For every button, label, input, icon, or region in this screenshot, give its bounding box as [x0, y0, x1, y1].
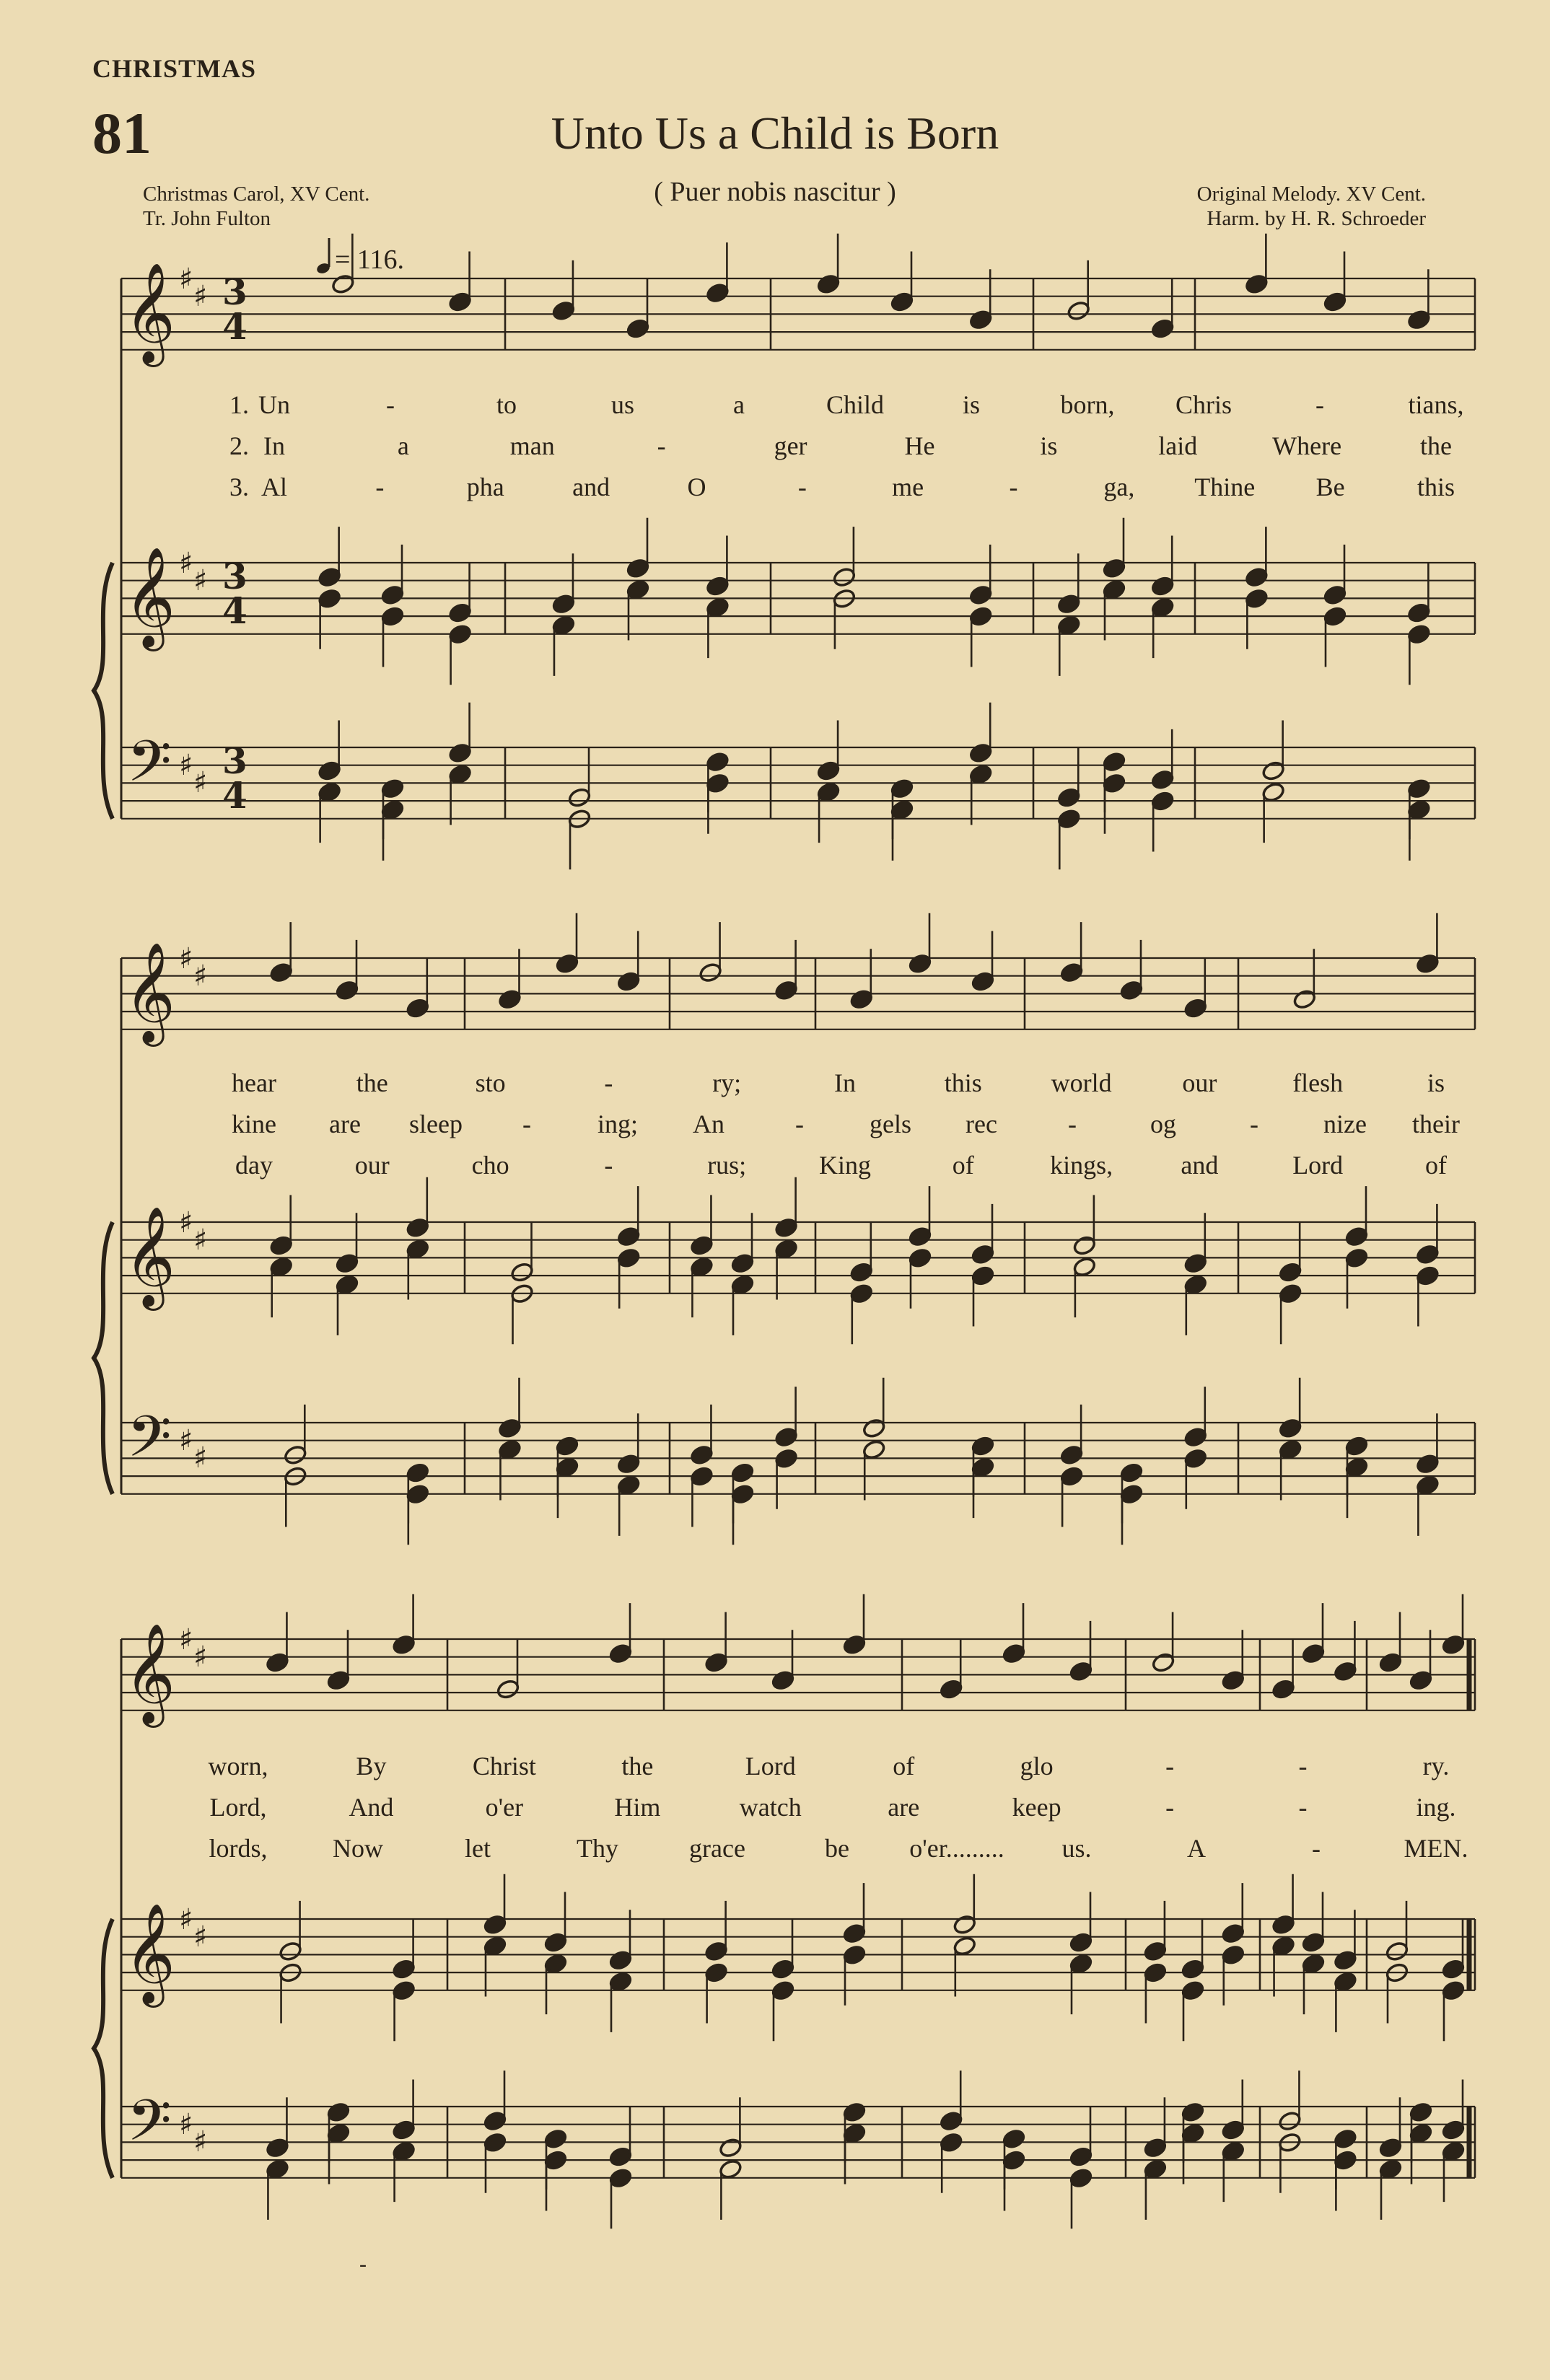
lyric-syllable: In	[263, 431, 285, 460]
section-label: CHRISTMAS	[92, 54, 257, 83]
lyric-syllable: -	[1165, 1793, 1175, 1822]
lyric-syllable: gels	[870, 1110, 911, 1138]
lyric-syllable: Now	[333, 1834, 383, 1863]
brace-icon	[94, 1919, 113, 2178]
lyric-syllable: us.	[1061, 1834, 1092, 1863]
sharp-icon: ♯	[179, 1903, 193, 1936]
brace-icon	[94, 1222, 113, 1494]
lyric-syllable: -	[797, 473, 807, 501]
lyric-syllable: sto	[475, 1068, 506, 1097]
lyric-syllable: Where	[1272, 431, 1342, 460]
sharp-icon: ♯	[193, 280, 208, 313]
lyric-syllable: Chris	[1175, 390, 1232, 419]
time-signature-top: 3	[222, 271, 248, 313]
lyric-syllable: -	[795, 1110, 804, 1138]
sharp-icon: ♯	[193, 1224, 208, 1257]
lyric-syllable: -	[522, 1110, 531, 1138]
lyric-syllable: born,	[1060, 390, 1115, 419]
lyric-syllable: cho	[471, 1151, 509, 1180]
tempo-value: = 116.	[335, 245, 405, 275]
lyric-syllable: and	[572, 473, 610, 501]
lyric-syllable: And	[349, 1793, 394, 1822]
lyric-syllable: of	[893, 1752, 915, 1780]
lyric-syllable: the	[621, 1752, 654, 1780]
time-signature-top: 3	[222, 739, 248, 782]
lyric-syllable: -	[1068, 1110, 1077, 1138]
bass-clef-icon: 𝄢	[127, 728, 172, 809]
lyric-syllable: Thy	[577, 1834, 618, 1863]
lyric-syllable: o'er	[485, 1793, 524, 1822]
lyric-syllable: Be	[1315, 473, 1345, 501]
lyric-syllable: A	[1187, 1834, 1206, 1863]
lyric-syllable: rec	[966, 1110, 997, 1138]
sharp-icon: ♯	[179, 749, 193, 782]
lyric-syllable: Him	[614, 1793, 661, 1822]
sharp-icon: ♯	[193, 564, 208, 597]
lyric-syllable: og	[1150, 1110, 1176, 1138]
stray-mark: -	[359, 2252, 367, 2276]
lyric-syllable: -	[386, 390, 395, 419]
verse-number: 2.	[229, 431, 249, 460]
lyric-syllable: O	[687, 473, 706, 501]
lyric-syllable: In	[834, 1068, 856, 1097]
lyric-syllable: By	[356, 1752, 387, 1780]
lyric-syllable: ry;	[712, 1068, 742, 1097]
lyric-syllable: kine	[232, 1110, 276, 1138]
lyric-syllable: our	[1182, 1068, 1217, 1097]
time-signature-top: 3	[222, 555, 248, 597]
hymn-number: 81	[92, 100, 152, 166]
lyric-syllable: lords,	[209, 1834, 268, 1863]
lyric-syllable: of	[952, 1151, 974, 1180]
lyric-syllable: -	[1298, 1752, 1308, 1780]
lyric-syllable: glo	[1020, 1752, 1054, 1780]
hymn-title: Unto Us a Child is Born	[551, 107, 999, 159]
lyric-syllable: watch	[739, 1793, 802, 1822]
lyric-syllable: grace	[689, 1834, 745, 1863]
sharp-icon: ♯	[179, 942, 193, 975]
lyric-syllable: is	[1427, 1068, 1445, 1097]
sharp-icon: ♯	[179, 1623, 193, 1656]
sharp-icon: ♯	[179, 547, 193, 580]
lyric-syllable: -	[657, 431, 666, 460]
lyric-syllable: -	[604, 1068, 613, 1097]
time-signature-bottom: 4	[222, 305, 248, 348]
lyric-syllable: ga,	[1103, 473, 1135, 501]
text-translator: Tr. John Fulton	[143, 207, 271, 230]
lyric-syllable: o'er.........	[909, 1834, 1004, 1863]
lyric-syllable: rus;	[707, 1151, 747, 1180]
hymn-subtitle: ( Puer nobis nascitur )	[654, 177, 896, 207]
lyric-syllable: -	[1312, 1834, 1321, 1863]
lyric-syllable: and	[1181, 1151, 1219, 1180]
treble-clef-icon: 𝄞	[124, 1623, 175, 1723]
sharp-icon: ♯	[179, 1206, 193, 1239]
lyric-syllable: -	[1009, 473, 1018, 501]
lyric-syllable: of	[1425, 1151, 1447, 1180]
lyric-syllable: ing.	[1416, 1793, 1456, 1822]
lyric-syllable: ing;	[597, 1110, 639, 1138]
lyric-syllable: pha	[466, 473, 504, 501]
treble-clef-icon: 𝄞	[124, 263, 175, 363]
lyric-syllable: our	[354, 1151, 390, 1180]
lyric-syllable: the	[1420, 431, 1452, 460]
lyric-syllable: me	[892, 473, 924, 501]
lyric-syllable: tians,	[1408, 390, 1464, 419]
lyric-syllable: flesh	[1292, 1068, 1344, 1097]
lyric-syllable: their	[1412, 1110, 1460, 1138]
lyric-syllable: worn,	[208, 1752, 268, 1780]
lyric-syllable: this	[944, 1068, 982, 1097]
lyric-syllable: He	[904, 431, 935, 460]
lyric-syllable: Thine	[1194, 473, 1256, 501]
lyric-syllable: to	[496, 390, 517, 419]
bass-clef-icon: 𝄢	[127, 1403, 172, 1484]
lyric-syllable: is	[962, 390, 981, 419]
lyric-syllable: -	[1315, 390, 1324, 419]
lyric-syllable: Lord,	[209, 1793, 267, 1822]
lyric-syllable: keep	[1012, 1793, 1061, 1822]
lyric-syllable: ger	[774, 431, 807, 460]
verse-number: 3.	[229, 473, 249, 501]
lyric-syllable: Christ	[472, 1752, 536, 1780]
lyric-syllable: Al	[261, 473, 287, 501]
lyric-syllable: Lord	[745, 1752, 796, 1780]
lyric-syllable: world	[1051, 1068, 1112, 1097]
lyric-syllable: -	[604, 1151, 613, 1180]
lyric-syllable: let	[465, 1834, 491, 1863]
brace-icon	[94, 563, 113, 819]
lyric-syllable: a	[733, 390, 745, 419]
lyric-syllable: King	[819, 1151, 871, 1180]
sharp-icon: ♯	[193, 766, 208, 799]
lyric-syllable: man	[509, 431, 555, 460]
lyric-syllable: kings,	[1050, 1151, 1113, 1180]
sharp-icon: ♯	[193, 960, 208, 993]
lyric-syllable: -	[1250, 1110, 1258, 1138]
sharp-icon: ♯	[193, 1441, 208, 1475]
sharp-icon: ♯	[179, 2108, 193, 2141]
treble-clef-icon: 𝄞	[124, 1206, 175, 1307]
lyric-syllable: a	[397, 431, 409, 460]
sharp-icon: ♯	[179, 263, 193, 296]
lyric-syllable: MEN.	[1404, 1834, 1468, 1863]
lyric-syllable: sleep	[409, 1110, 463, 1138]
sharp-icon: ♯	[193, 2125, 208, 2159]
lyric-syllable: laid	[1158, 431, 1198, 460]
sharp-icon: ♯	[193, 1920, 208, 1954]
lyric-syllable: the	[356, 1068, 388, 1097]
lyric-syllable: ry.	[1422, 1752, 1450, 1780]
time-signature-bottom: 4	[222, 774, 248, 817]
sharp-icon: ♯	[179, 1424, 193, 1457]
verse-number: 1.	[229, 390, 249, 419]
lyric-syllable: are	[888, 1793, 920, 1822]
treble-clef-icon: 𝄞	[124, 942, 175, 1042]
bass-clef-icon: 𝄢	[127, 2087, 172, 2168]
lyric-syllable: nize	[1323, 1110, 1367, 1138]
time-signature-bottom: 4	[222, 589, 248, 632]
lyric-syllable: day	[235, 1151, 273, 1180]
lyric-syllable: An	[693, 1110, 724, 1138]
lyric-syllable: -	[1298, 1793, 1308, 1822]
lyric-syllable: Un	[258, 390, 290, 419]
lyric-syllable: this	[1417, 473, 1455, 501]
lyric-syllable: us	[610, 390, 635, 419]
lyric-syllable: are	[329, 1110, 361, 1138]
lyric-syllable: be	[825, 1834, 849, 1863]
lyric-syllable: -	[1165, 1752, 1175, 1780]
lyric-syllable: hear	[232, 1068, 276, 1097]
sharp-icon: ♯	[193, 1641, 208, 1674]
lyric-syllable: Lord	[1292, 1151, 1344, 1180]
lyric-syllable: is	[1040, 431, 1058, 460]
treble-clef-icon: 𝄞	[124, 1903, 175, 2003]
harmonizer: Harm. by H. R. Schroeder	[1207, 207, 1426, 230]
lyric-syllable: Child	[826, 390, 885, 419]
melody-source: Original Melody. XV Cent.	[1196, 183, 1426, 206]
lyric-syllable: -	[375, 473, 385, 501]
treble-clef-icon: 𝄞	[124, 547, 175, 647]
text-author: Christmas Carol, XV Cent.	[143, 183, 370, 206]
